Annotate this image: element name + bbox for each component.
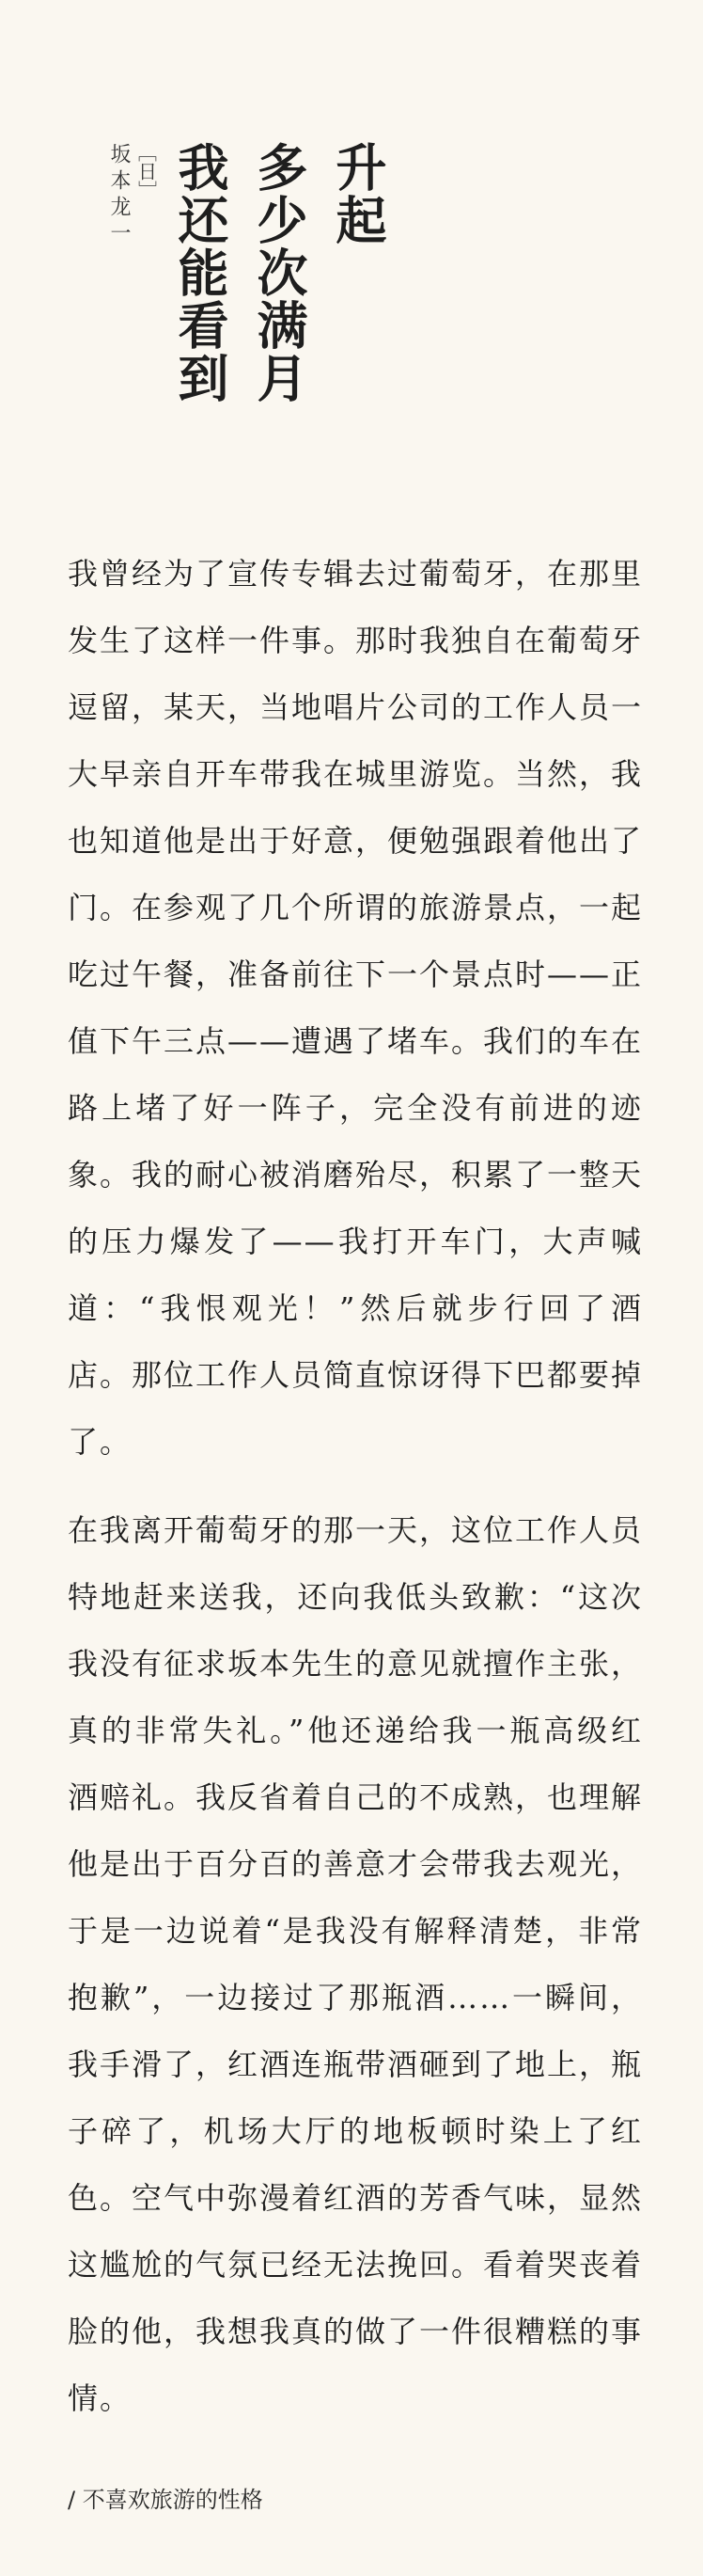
title-line-2: 多少次满月 [249, 141, 308, 404]
title-block [68, 141, 387, 461]
title-line-3: 我还能看到 [170, 141, 229, 404]
article-body [68, 541, 643, 2454]
author-name: 坂本龙一 [107, 143, 131, 248]
paragraph-2: 在我离开葡萄牙的那一天，这位工作人员特地赶来送我，还向我低头致歉：“这次我没有征求坂本先生的意见就擅作主张，真的非常失礼。”他还递给我一瓶高级红酒赔礼。我反省着自己的不成熟，也理解他是出于百分百的善意才会带我去观光，于是一边说着“是我没有解释清楚，非常抱歉”，一边接过了那瓶酒……一瞬间，我手滑了，红酒连瓶带酒砸到了地上，瓶子碎了，机场大厅的地板顿时染上了红色。空气中弥漫着红酒的芳香气味，显然这尴尬的气氛已经无法挽回。看着哭丧着脸的他，我想我真的做了一件很糟糕的事情。 [68, 1512, 644, 2416]
author-block [92, 143, 160, 461]
section-tag: / 不喜欢旅游的性格 [68, 2487, 263, 2513]
title-line-1: 升起 [328, 141, 387, 246]
paragraph-1: 我曾经为了宣传专辑去过葡萄牙，在那里发生了这样一件事。那时我独自在葡萄牙逗留，某天，当地唱片公司的工作人员一大早亲自开车带我在城里游览。当然，我也知道他是出于好意，便勉强跟着他出了门。在参观了几个所谓的旅游景点，一起吃过午餐，准备前往下一个景点时——正值下午三点——遭遇了堵车。我们的车在路上堵了好一阵子，完全没有前进的迹象。我的耐心被消磨殆尽，积累了一整天的压力爆发了——我打开车门，大声喊道：“我恨观光！”然后就步行回了酒店。那位工作人员简直惊讶得下巴都要掉了。 [68, 556, 644, 1460]
author-nationality: ［日］ [134, 143, 158, 199]
